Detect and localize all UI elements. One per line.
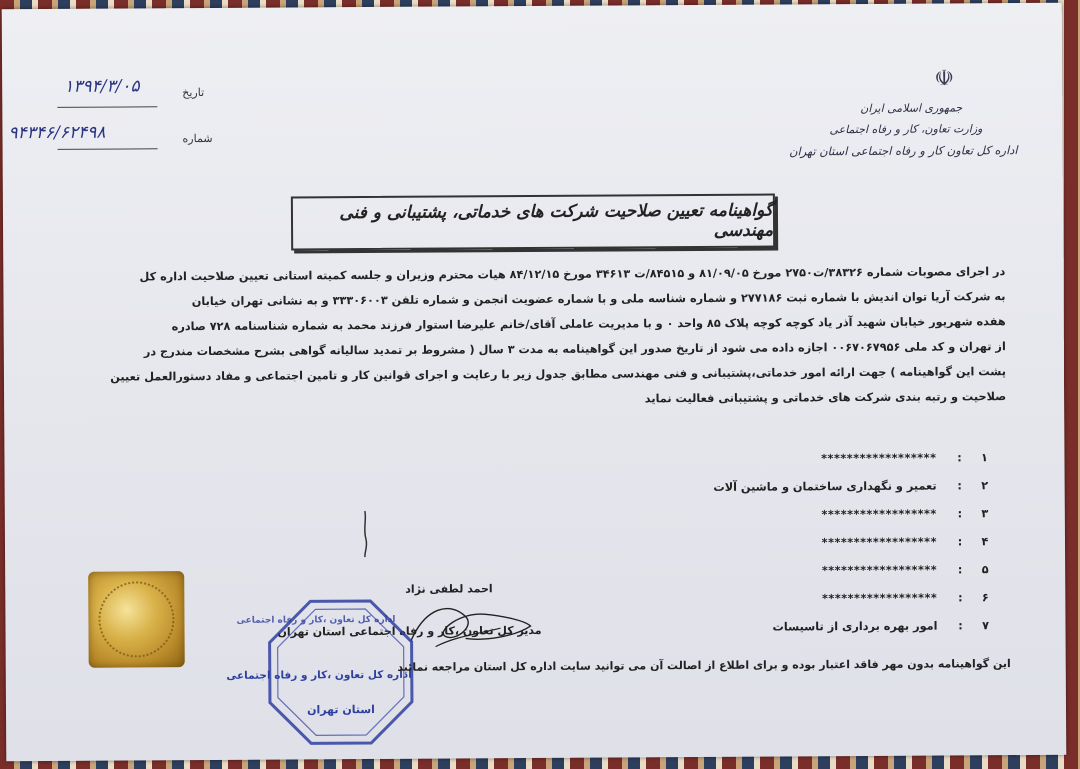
list-text: ****************** — [821, 591, 938, 606]
list-number: ۵ — [981, 563, 989, 577]
certificate-paper — [2, 3, 1067, 761]
stamp-line2: استان تهران — [307, 702, 375, 717]
emblem-icon: ☫ — [934, 66, 955, 92]
list-number: ۲ — [981, 479, 989, 493]
footer-note: این گواهینامه بدون مهر فاقد اعتبار بوده و برای اطلاع از اصالت آن می توانید سایت اداره کل استان مراجعه نمائید — [397, 657, 1011, 674]
body-line: پشت این گواهینامه ) جهت ارائه امور خدماتی،پشتیبانی و فنی مهندسی مطابق جدول زیر با رعایت و اجرای قوانین کار و تامین اجتماعی و مفاد دستورالعمل تعیین — [110, 365, 1006, 384]
list-item — [235, 507, 995, 534]
stamp-top-text: اداره کل تعاون ،کار و رفاه اجتماعی — [236, 614, 396, 626]
number-value: ۹۴۳۴۶/۶۲۴۹۸ — [8, 122, 106, 144]
header-department: اداره کل تعاون کار و رفاه اجتماعی استان تهران — [789, 143, 1018, 159]
list-item — [235, 479, 995, 506]
list-item — [234, 451, 994, 478]
header-country: جمهوری اسلامی ایران — [860, 101, 963, 116]
signatory-name: احمد لطفی نژاد — [405, 582, 493, 596]
header-ministry: وزارت تعاون، کار و رفاه اجتماعی — [829, 122, 983, 137]
list-number: ۳ — [981, 507, 989, 521]
list-colon: : — [958, 591, 963, 605]
title-box — [291, 194, 775, 251]
stamp-line1: اداره کل تعاون ،کار و رفاه اجتماعی — [226, 668, 412, 682]
date-value: ۱۳۹۴/۳/۰۵ — [64, 76, 140, 97]
body-line: صلاحیت و رتبه بندی شرکت های خدماتی و پشتیبانی فعالیت نماید — [644, 390, 1007, 406]
number-label: شماره — [182, 131, 213, 146]
number-underline — [58, 148, 158, 150]
date-label: تاریخ — [182, 86, 205, 100]
list-number: ۴ — [981, 535, 989, 549]
list-text: ****************** — [821, 563, 938, 578]
list-text: امور بهره برداری از تاسیسات — [772, 619, 938, 634]
signature-icon — [405, 596, 535, 667]
list-item — [235, 563, 995, 590]
list-text: ****************** — [821, 535, 938, 550]
list-text: ****************** — [821, 507, 937, 522]
body-line: هفده شهریور خیابان شهید آذر یاد کوچه کوچه پلاک ۸۵ واحد ۰ و با مدیریت عاملی آقای/خانم علیرضا استوار فرزند محمد به شماره شناسنامه ۷۲۸ صادره — [171, 315, 1006, 334]
list-colon: : — [957, 563, 963, 577]
body-line: به شرکت آریا توان اندیش با شماره ثبت ۲۷۷۱۸۶ و شماره شناسه ملی و با شماره عضویت انجمن و شماره تلفن ۳۳۳۰۶۰۰۳ و به نشانی تهران خیابان — [191, 290, 1006, 309]
body-line: از تهران و کد ملی ۰۰۶۷۰۶۷۹۵۶ اجازه داده می شود از تاریخ صدور این گواهینامه به مدت ۳ سال ( مشروط بر تمدید سالیانه گواهی بشرح مشخصات مندرج در — [143, 340, 1006, 359]
body-line: در اجرای مصوبات شماره ۳۸۳۲۶/ت۲۷۵۰ مورخ ۸۱/۰۹/۰۵ و ۸۴۵۱۵/ت ۳۴۶۱۳ مورخ ۸۴/۱۲/۱۵ هیات محترم وزیران و جلسه کمیته استانی تعیین صلاحیت اداره کل — [139, 265, 1006, 284]
list-colon: : — [957, 535, 963, 549]
handwritten-mark-icon — [357, 509, 373, 559]
certificate-title: گواهینامه تعیین صلاحیت شرکت های خدماتی، پشتیبانی و فنی مهندسی — [339, 200, 774, 241]
list-number: ۶ — [981, 591, 989, 605]
date-underline — [57, 106, 157, 108]
list-colon: : — [957, 479, 962, 493]
list-colon: : — [958, 619, 963, 633]
official-stamp — [226, 597, 416, 748]
hologram-seal-icon — [88, 571, 185, 668]
list-number: ۷ — [982, 619, 989, 633]
list-colon: : — [957, 507, 963, 521]
signatory-position: مدیر کل تعاون ،کار و رفاه اجتماعی استان تهران — [277, 623, 542, 639]
list-text: تعمیر و نگهداری ساختمان و ماشین آلات — [713, 479, 937, 494]
list-colon: : — [957, 451, 962, 465]
list-number: ۱ — [980, 451, 988, 465]
list-text: ****************** — [821, 451, 937, 466]
list-item — [235, 535, 995, 562]
